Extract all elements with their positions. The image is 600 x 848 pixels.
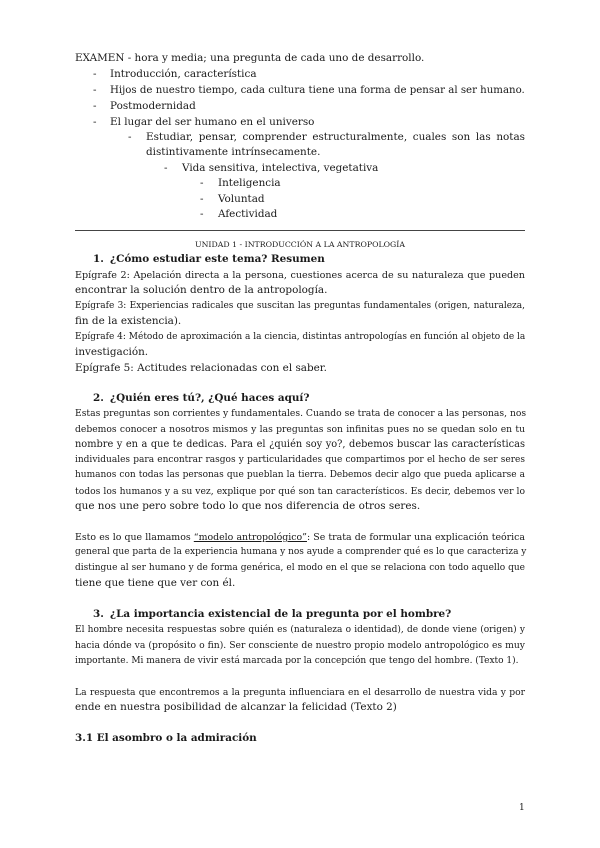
paragraph-line: general que parta de la experiencia humana y nos ayude a comprender qué es lo que caracteriza y: [75, 547, 527, 557]
paragraph-line: Epígrafe 3: Experiencias radicales que suscitan las preguntas fundamentales (origen, naturaleza,: [75, 301, 525, 311]
exam-subitem: Afectividad: [218, 208, 278, 220]
paragraph-line: humanos con todas las personas que pueblan la tierra. Debemos decir algo que pueda aplicarse a: [75, 470, 525, 480]
section-heading: ¿La importancia existencial de la pregunta por el hombre?: [110, 608, 452, 620]
paragraph-line: individuales para encontrar rasgos y particularidades que compartimos por el hecho de ser seres: [75, 455, 525, 465]
paragraph-line: tiene que tiene que ver con él.: [75, 577, 236, 589]
section-number: 3.: [93, 608, 104, 620]
paragraph-line: [75, 531, 525, 544]
bullet: -: [93, 84, 97, 96]
underlined-term: “modelo antropológico”: [193, 532, 307, 543]
paragraph-line: distingue al ser humano y de forma genérica, el modo en el que se relaciona con todo aquello que: [75, 563, 525, 573]
paragraph-line: hacia dónde va (propósito o fin). Ser consciente de nuestro propio modelo antropológico es muy: [75, 640, 525, 651]
exam-subitem: Inteligencia: [218, 177, 281, 189]
paragraph-line: que nos une pero sobre todo lo que nos diferencia de otros seres.: [75, 500, 421, 512]
paragraph-line: El hombre necesita respuestas sobre quién es (naturaleza o identidad), de donde viene (origen) y: [75, 625, 525, 635]
paragraph-line: Epígrafe 2: Apelación directa a la persona, cuestiones acerca de su naturaleza que pueden: [75, 270, 525, 281]
unit-title: UNIDAD 1 - INTRODUCCIÓN A LA ANTROPOLOGÍA: [195, 240, 405, 249]
subsection-heading: 3.1 El asombro o la admiración: [75, 732, 257, 744]
paragraph-line: La respuesta que encontremos a la pregunta influenciara en el desarrollo de nuestra vida y por: [75, 687, 525, 698]
page-number: 1: [519, 803, 525, 813]
section-number: 2.: [93, 392, 104, 404]
paragraph-line: fin de la existencia).: [75, 315, 182, 327]
exam-subitem-line: distintivamente intrínsecamente.: [146, 146, 321, 158]
paragraph-line: investigación.: [75, 346, 149, 358]
bullet: -: [200, 208, 204, 220]
exam-subitem: Vida sensitiva, intelectiva, vegetativa: [182, 162, 379, 174]
paragraph-line: todos los humanos y a su vez, explique por qué son tan característicos. Es decir, debemos ver lo: [75, 486, 525, 497]
paragraph-line: importante. Mi manera de vivir está marcada por la concepción que tengo del hombre. (Texto 1).: [75, 656, 519, 666]
exam-subitem-line: Estudiar, pensar, comprender estructuralmente, cuales son las notas: [146, 131, 525, 143]
bullet: -: [164, 162, 168, 174]
paragraph-line: Estas preguntas son corrientes y fundamentales. Cuando se trata de conocer a las personas, nos: [75, 408, 527, 419]
exam-header: EXAMEN - hora y media; una pregunta de cada uno de desarrollo.: [75, 52, 425, 64]
bullet: -: [128, 131, 132, 143]
text-run: : Se trata de formular una explicación teórica: [306, 532, 526, 543]
paragraph-line: ende en nuestra posibilidad de alcanzar la felicidad (Texto 2): [75, 701, 397, 713]
bullet: -: [93, 116, 97, 128]
section-number: 1.: [93, 253, 104, 265]
exam-subitem: Voluntad: [218, 193, 265, 205]
paragraph-line: debemos conocer a nosotros mismos y las preguntas son infinitas pues no se quedan solo en tu: [75, 424, 525, 435]
exam-item: El lugar del ser humano en el universo: [110, 116, 315, 128]
paragraph-line: nombre y en a que te dedicas. Para el ¿quién soy yo?, debemos buscar las características: [75, 439, 525, 450]
bullet: -: [93, 68, 97, 80]
paragraph-line: Epígrafe 5: Actitudes relacionadas con el saber.: [75, 362, 327, 374]
paragraph-line: Epígrafe 4: Método de aproximación a la ciencia, distintas antropologías en función al objeto de la: [75, 332, 526, 342]
horizontal-divider: [75, 230, 525, 231]
bullet: -: [200, 193, 204, 205]
bullet: -: [200, 177, 204, 189]
section-heading: ¿Quién eres tú?, ¿Qué haces aquí?: [110, 392, 310, 404]
exam-item: Postmodernidad: [110, 100, 196, 112]
exam-item: Introducción, característica: [110, 68, 257, 80]
paragraph-line: encontrar la solución dentro de la antropología.: [75, 284, 328, 296]
text-run: Esto es lo que llamamos: [75, 532, 194, 543]
exam-item: Hijos de nuestro tiempo, cada cultura tiene una forma de pensar al ser humano.: [110, 85, 525, 96]
bullet: -: [93, 100, 97, 112]
section-heading: ¿Cómo estudiar este tema? Resumen: [110, 253, 325, 265]
